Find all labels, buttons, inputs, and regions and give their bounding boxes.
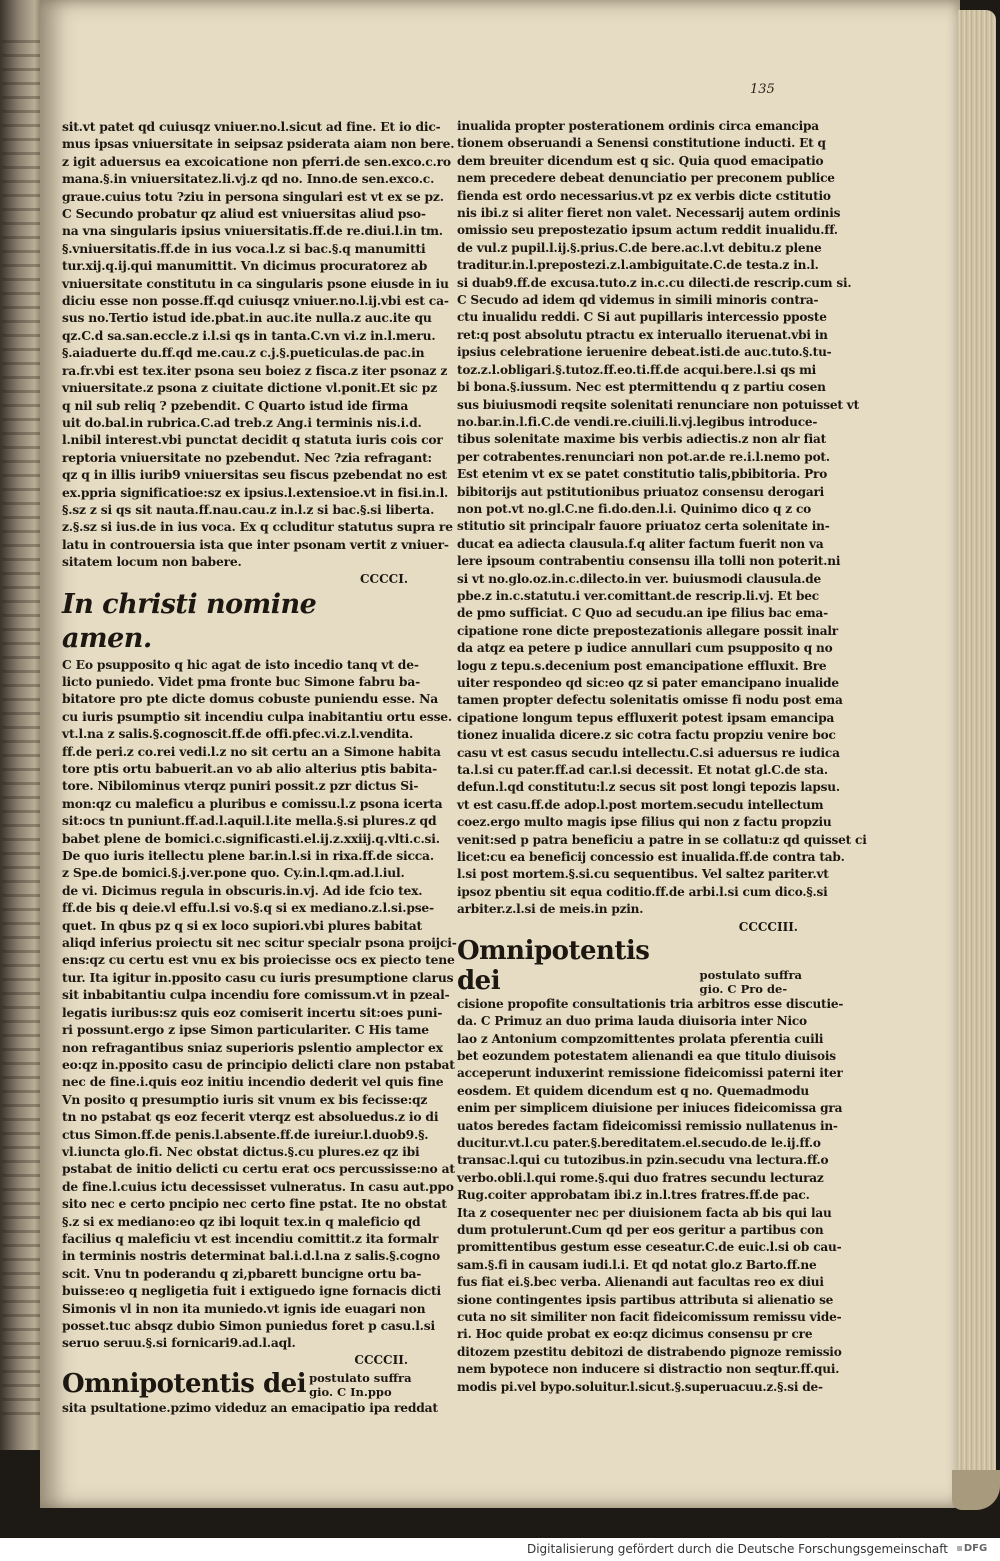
text-line: sione contingentes ipsis partibus attributa si alienatio se [457, 1292, 834, 1307]
text-line: uit do.bal.in rubrica.C.ad treb.z Ang.i terminis nis.i.d. [62, 414, 422, 430]
text-line: vniuersitate.z psona z ciuitate dictione vl.ponit.Et sic pz [62, 380, 437, 396]
text-line: vl.iuncta glo.fi. Nec obstat dictus.§.cu plures.ez qz ibi [62, 1143, 420, 1159]
text-line: tn no pstabat qs eoz fecerit vterqz est absoluedus.z io di [62, 1109, 439, 1125]
text-line: inualida propter posterationem ordinis circa emancipa [457, 119, 819, 133]
text-line: cipatione rone dicte prepostezationis allegare possit inalr [457, 623, 838, 638]
text-line: aliqd inferius proiectu sit nec scitur specialr psona proijci- [62, 935, 457, 951]
text-line: posset.tuc absqz dubio Simon puniedus foret p casu.l.si [62, 1318, 435, 1333]
text-line: tionez inualida dicere.z sic cotra factu propziu venire boc [457, 728, 836, 743]
left-text-block-c [62, 1399, 438, 1416]
text-line: cu iuris psumptio sit incendiu culpa inabitantiu ortu esse. [62, 708, 453, 724]
text-line: coez.ergo multo magis ipse filius qui non z factu propziu [457, 815, 832, 830]
text-line: defun.l.qd constitutu:l.z secus sit post longi tepozis lapsu. [457, 780, 840, 795]
heading-side-line: gio. C In.ppo [309, 1384, 392, 1399]
dfg-logo [954, 1541, 990, 1557]
right-text-block-b [457, 996, 844, 1396]
text-line: verbo.obli.l.qui rome.§.qui duo fratres secundu lecturaz [457, 1170, 824, 1185]
text-line: lao z Antonium compzomittentes prolata pferentia cuili [457, 1031, 824, 1046]
text-line: Simonis vl in non ita muniedo.vt ignis ide euagari non [62, 1300, 426, 1316]
section-number: CCCCII. [354, 1352, 408, 1367]
text-line: sus biuiusmodi reqsite solenitati renunciare non potuisset vt [457, 397, 859, 412]
heading-side-line: postulato suffra [699, 967, 802, 982]
text-line: mon:qz cu maleficu a pluribus e comissu.l.z psona icerta [62, 795, 443, 811]
heading-omnipotentis-right [457, 936, 802, 996]
text-line: bitatore pro pte dicte domus cobuste puniendu esse. Na [62, 691, 438, 707]
funding-note: Digitalisierung gefördert durch die Deutsche Forschungsgemeinschaft [526, 1542, 948, 1556]
text-line: ipsoz pbentiu sit equa coditio.ff.de arbi.l.si cum dico.§.si [457, 884, 828, 899]
text-line: quet. In qbus pz q si ex loco supiori.vbi plures babitat [62, 917, 422, 933]
text-line: §.z si ex mediano:eo qz ibi loquit tex.in q maleficio qd [62, 1213, 421, 1229]
text-line: scit. Vnu tn poderandu q zi,pbarett buncigne ortu ba- [62, 1265, 422, 1281]
text-line: ta.l.si cu pater.ff.ad car.l.si decessit. Et notat gl.C.de sta. [457, 763, 828, 778]
heading-side-line: gio. C Pro de- [699, 981, 788, 996]
text-line: tore ptis ortu babuerit.an vo ab alio alterius ptis babita- [62, 761, 438, 776]
text-line: ens:qz cu certu est vnu ex bis proiecisse ocs ex piecto tene [62, 952, 455, 968]
text-line: vniuersitate constitutu in ca singularis psone eiusde in iu [62, 275, 449, 291]
text-line: sitatem locum non babere. [62, 554, 242, 570]
text-line: da. C Primuz an duo prima lauda diuisoria inter Nico [457, 1014, 807, 1029]
text-line: transac.l.qui cu tutozibus.in pzin.secudu vna lectura.ff.o [457, 1153, 829, 1168]
text-line: facilius q maleficiu vt est incendiu comittit.z ita formalr [62, 1230, 439, 1246]
text-line: lere ipsoum contrabentiu consensu illa tolli non poterit.ni [457, 554, 841, 569]
text-line: sit.vt patet qd cuiusqz vniuer.no.l.sicut ad fine. Et io dic- [62, 119, 441, 134]
text-line: non pot.vt no.gl.C.ne fi.do.den.l.i. Quinimo dico q z co [457, 501, 811, 516]
text-line: nem precedere debeat denunciatio per preconem publice [457, 171, 835, 186]
text-line: vt est casu.ff.de adop.l.post mortem.secudu intellectum [457, 797, 824, 812]
text-line: venit:sed p patra beneficiu a patre in se collatu:z qd quisset ci [457, 832, 867, 847]
text-line: uiter respondeo qd sic:eo qz si pater emancipano inualide [457, 676, 839, 690]
text-line: licet:cu ea beneficij concessio est inualida.ff.de contra tab. [457, 850, 845, 865]
text-line: vt.l.na z salis.§.cognoscit.ff.de offi.pfec.vi.z.l.vendita. [62, 726, 414, 742]
text-line: cuta no sit similiter non facit fideicomissum remissu vide- [457, 1310, 842, 1324]
text-line: fienda est ordo necessarius.vt pz ex verbis dicte cstitutio [457, 188, 831, 203]
previous-page-text [2, 40, 42, 1420]
text-line: Est etenim vt ex se patet constitutio talis,pbibitoria. Pro [457, 467, 828, 482]
text-line: arbiter.z.l.si de meis.in pzin. [457, 902, 644, 917]
text-line: da atqz ea petere p iudice annullari cum psupposito q no [457, 641, 833, 656]
text-line: de fine.l.cuius ictu decessisset vulneratus. In casu aut.ppo [62, 1178, 454, 1194]
page-edges [958, 10, 996, 1488]
text-line: mus ipsas vniuersitate in seipsaz psiderata aiam non bere. [62, 136, 455, 152]
text-line: stitutio sit principalr fauore priuatoz certa solenitate in- [457, 519, 830, 534]
right-column [457, 118, 867, 1396]
text-line: sam.§.fi in causam iudi.l.i. Et qd notat glo.z Barto.ff.ne [457, 1257, 817, 1272]
text-line: ex.ppria significatioe:sz ex ipsius.l.extensioe.vt in fisi.in.l. [62, 484, 449, 500]
text-line: sito nec e certo pncipio nec certo fine pstat. Ite no obstat [62, 1196, 447, 1212]
text-line: de pmo sufficiat. C Quo ad secudu.an ipe filius bac ema- [457, 606, 828, 621]
text-line: dum protulerunt.Cum qd per eos geritur a partibus con [457, 1222, 824, 1237]
text-line: sita psultatione.pzimo videduz an emacipatio ipa reddat [62, 1399, 438, 1415]
text-line: fus fiat ei.§.bec verba. Alienandi aut facultas reo ex diui [457, 1275, 824, 1290]
text-line: z.§.sz si ius.de in ius voca. Ex q ccluditur statutus supra re [62, 519, 453, 535]
text-line: tamen propter defectu solenitatis omisse fi nodu post ema [457, 693, 843, 708]
heading-in-christi: In christi nomine amen. [62, 588, 317, 654]
text-line: ff.de bis q deie.vl effu.l.si vo.§.q si ex mediano.z.l.si.pse- [62, 900, 434, 916]
text-line: ri possunt.ergo z ipse Simon particulariter. C His tame [62, 1022, 429, 1038]
text-line: z Spe.de bomici.§.j.ver.pone quo. Cy.in.l.qm.ad.l.iul. [62, 865, 405, 881]
text-line: cisione propofite consultationis tria arbitros esse discutie- [457, 996, 844, 1011]
text-line: Rug.coiter approbatam ibi.z in.l.tres fratres.ff.de pac. [457, 1188, 810, 1203]
text-line: qz q in illis iurib9 vniuersitas seu fiscus pzebendat no est [62, 467, 447, 483]
text-line: na vna singularis ipsius vniuersitatis.ff.de re.diui.l.in tm. [62, 223, 443, 239]
text-line: latu in controuersia ista que inter psonam vertit z vniuer- [62, 536, 449, 552]
text-line: tur.xij.q.ij.qui manumittit. Vn dicimus procuratorez ab [62, 258, 428, 274]
text-line: ri. Hoc quide probat ex eo:qz dicimus consensu pr cre [457, 1327, 813, 1342]
text-line: non refragantibus sniaz superioris pslentio amplector ex [62, 1039, 443, 1055]
text-line: de vul.z pupil.l.ij.§.prius.C.de bere.ac.l.vt debitu.z plene [457, 240, 822, 255]
text-line: §.vniuersitatis.ff.de in ius voca.l.z si bac.§.q manumitti [62, 240, 426, 256]
text-line: babet plene de bomici.c.significasti.el.ij.z.xxiij.q.vlti.c.si. [62, 830, 440, 846]
text-line: si vt no.glo.oz.in.c.dilecto.in ver. buiusmodi clausula.de [457, 571, 822, 586]
text-line: si duab9.ff.de excusa.tuto.z in.c.cu dilecti.de rescrip.cum si. [457, 275, 852, 290]
footer-bar [0, 1538, 1000, 1561]
text-line: sit:ocs tn puniunt.ff.ad.l.aquil.l.ite mella.§.si plures.z qd [62, 813, 437, 829]
text-line: qz.C.d sa.san.eccle.z i.l.si qs in tanta.C.vn vi.z in.l.meru. [62, 327, 436, 343]
text-line: §.aiaduerte du.ff.qd me.cau.z c.j.§.pueticulas.de pac.in [62, 345, 425, 361]
text-line: bi bona.§.iussum. Nec est ptermittendu q z partiu cosen [457, 380, 826, 395]
text-line: ra.fr.vbi est tex.iter psona seu boiez z fisca.z iter psonaz z [62, 362, 448, 378]
text-line: Ita z cosequenter nec per diuisionem facta ab bis qui lau [457, 1205, 832, 1220]
text-line: in terminis nostris determinat bal.i.d.l.na z salis.§.cogno [62, 1248, 440, 1264]
text-line: modis pi.vel bypo.soluitur.l.sicut.§.superuacuu.z.§.si de- [457, 1379, 823, 1394]
text-line: ducitur.vt.l.cu pater.§.bereditatem.el.secudo.de le.ij.ff.o [457, 1135, 821, 1150]
text-line: ctus Simon.ff.de penis.l.absente.ff.de iureiur.l.duob9.§. [62, 1126, 429, 1142]
text-line: graue.cuius totu ?ziu in persona singulari est vt ex se pz. [62, 188, 444, 204]
text-line: q nil sub reliq ? pzebendit. C Quarto istud ide firma [62, 397, 409, 413]
heading-side-line: postulato suffra [309, 1370, 412, 1385]
heading-main-text: Omnipotentis dei [457, 935, 650, 996]
folio-number: 135 [750, 82, 775, 97]
text-line: legatis iuribus:sz quis eoz comiserit incertu sit:oes puni- [62, 1004, 443, 1020]
text-line: De quo iuris itellectu plene bar.in.l.si in rixa.ff.de sicca. [62, 848, 434, 864]
text-line: tur. Ita igitur in.pposito casu cu iuris presumptione clarus [62, 969, 454, 985]
text-line: traditur.in.l.prepostezi.z.l.ambiguitate.C.de testa.z in.l. [457, 258, 819, 273]
text-line: nem bypotece non inducere si distractio non seqtur.ff.qui. [457, 1362, 840, 1377]
heading-omnipotentis-left [62, 1369, 412, 1399]
text-line: ret:q post absolutu ptractu ex interuallo iteruenat.vbi in [457, 327, 828, 342]
text-line: toz.z.l.obligari.§.tutoz.ff.eo.ti.ff.de acqui.bere.l.si qs mi [457, 362, 817, 377]
text-line: ff.de peri.z co.rei vedi.l.z no sit certu an a Simone habita [62, 743, 441, 759]
text-line: nec de fine.i.quis eoz initiu incendio dederit vel quis fine [62, 1074, 444, 1090]
text-line: tibus solenitate maxime bis verbis adiectis.z non alr fiat [457, 432, 826, 447]
text-line: per cotrabentes.renunciari non pot.ar.de re.i.l.nemo pot. [457, 449, 830, 464]
section-number: CCCCIII. [738, 919, 798, 934]
left-text-block-a [62, 118, 455, 571]
text-line: l.si post mortem.§.si.cu sequentibus. Vel saltez pariter.vt [457, 867, 829, 882]
text-line: eosdem. Et quidem dicendum est q no. Quemadmodu [457, 1083, 809, 1098]
left-text-block-b [62, 656, 457, 1352]
text-line: promittentibus gestum esse ceseatur.C.de euic.l.si ob cau- [457, 1240, 842, 1255]
text-line: pbe.z in.c.statutu.i ver.comittant.de rescrip.li.vj. Et bec [457, 588, 819, 603]
text-line: de vi. Dicimus regula in obscuris.in.vj. Ad ide fcio tex. [62, 882, 423, 898]
text-line: C Secudo ad idem qd videmus in simili minoris contra- [457, 293, 819, 308]
text-line: C Secundo probatur qz aliud est vniuersitas aliud pso- [62, 206, 426, 222]
text-line: §.sz z si qs sit nauta.ff.nau.cau.z in.l.z si bac.§.si liberta. [62, 501, 435, 517]
text-line: ducat ea adiecta clausula.f.q aliter factum fuerit non va [457, 536, 824, 551]
heading-side-text [697, 968, 802, 996]
heading-side-text [306, 1371, 411, 1399]
text-line: buisse:eo q negligetia fuit i extiguedo igne fornacis dicti [62, 1283, 441, 1299]
section-number: CCCCI. [360, 571, 408, 586]
text-line: casu vt est casus secudu intellectu.C.si aduersus re iudica [457, 745, 840, 760]
text-line: nis ibi.z si aliter fieret non valet. Necessarij autem ordinis [457, 206, 841, 221]
text-line: tore. Nibilominus vterqz puniri possit.z pzr dictus Si- [62, 778, 419, 794]
heading-main-text: Omnipotentis dei [62, 1368, 307, 1399]
dfg-logo-text: DFG [963, 1543, 988, 1554]
right-text-block-a [457, 118, 867, 919]
text-line: C Eo psupposito q hic agat de isto incedio tanq vt de- [62, 656, 419, 672]
text-line: tionem obseruandi a Senensi constitutione inducti. Et q [457, 136, 826, 151]
text-line: ctu inualidu reddi. C Si aut pupillaris intercessio pposte [457, 310, 827, 325]
text-line: Vn posito q presumptio iuris sit vnum ex bis fecisse:qz [62, 1091, 428, 1107]
text-line: eo:qz in.pposito casu de principio delicti clare non pstabat [62, 1056, 455, 1072]
text-line: licto puniedo. Videt pma fronte buc Simone fabru ba- [62, 673, 420, 689]
text-line: ipsius celebratione ieruenire debeat.isti.de auc.tuto.§.tu- [457, 345, 832, 360]
text-line: bibitorijs aut pstitutionibus priuatoz consensu derogari [457, 484, 825, 499]
text-line: logu z tepu.s.decenium post emancipatione effluxit. Bre [457, 658, 827, 673]
text-line: acceperunt induxerint remissione fideicomissi paterni iter [457, 1066, 843, 1081]
text-line: z igit aduersus ea excoicatione non pferri.de sen.exco.c.ro [62, 153, 451, 169]
text-line: no.bar.in.l.fi.C.de vendi.re.ciuili.li.vj.legibus introduce- [457, 414, 818, 429]
text-line: omissio seu prepostezatio ipsum actum reddit inualidu.ff. [457, 223, 838, 238]
text-line: mana.§.in vniuersitatez.li.vj.z qd no. Inno.de sen.exco.c. [62, 171, 435, 187]
text-line: dem breuiter dicendum est q sic. Quia quod emacipatio [457, 153, 824, 168]
text-line: seruo seruu.§.si fornicari9.ad.l.aql. [62, 1335, 296, 1351]
text-line: cipatione longum tepus effluxerit potest ipsam emancipa [457, 710, 835, 725]
text-line: bet eozundem potestatem alienandi ea que titulo diuisois [457, 1048, 836, 1063]
text-line: sus no.Tertio istud ide.pbat.in auc.ite nulla.z auc.ite qu [62, 310, 432, 326]
text-line: uatos beredes factam fideicomissi remissio nullatenus in- [457, 1118, 838, 1133]
text-line: enim per simplicem diuisione per iniuces fideicomissa gra [457, 1101, 843, 1116]
logo-mark-icon [957, 1546, 962, 1551]
text-line: diciu esse non posse.ff.qd cuiusqz vniuer.no.l.ij.vbi est ca- [62, 293, 449, 309]
text-line: pstabat de initio delicti cu certu erat ocs percussisse:no at [62, 1161, 455, 1177]
left-column [62, 118, 457, 1416]
text-line: sit inbabitantiu culpa incendiu fore comissum.vt in pzeal- [62, 987, 450, 1003]
text-line: ditozem pzestitu debitozi de distrabendo pignoze remissio [457, 1344, 842, 1359]
text-line: l.nibil interest.vbi punctat decidit q statuta iuris cois cor [62, 432, 443, 448]
text-line: reptoria vniuersitate no pzebendut. Nec ?zia refragant: [62, 449, 432, 465]
